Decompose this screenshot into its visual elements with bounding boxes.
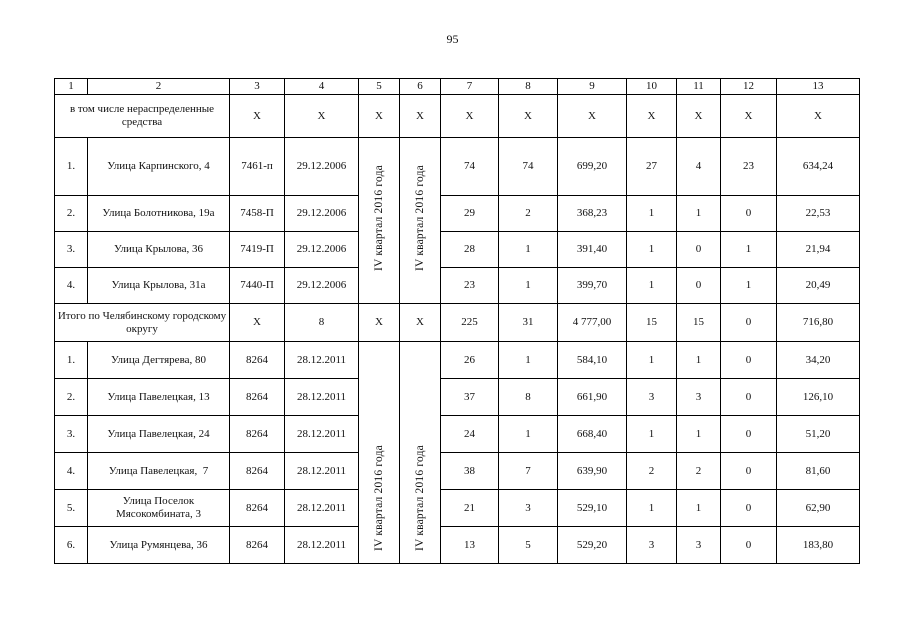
- address-cell: Улица Крылова, 31а: [88, 268, 230, 304]
- column-number-row: [55, 79, 860, 95]
- table-cell: 8264: [230, 490, 285, 527]
- address-cell: Улица Павелецкая, 24: [88, 416, 230, 453]
- column-header: 5: [359, 79, 400, 95]
- table-cell: 183,80: [777, 527, 860, 564]
- table-cell: 74: [441, 138, 499, 196]
- table-cell: 1: [499, 232, 558, 268]
- table-cell: 28.12.2011: [285, 342, 359, 379]
- table-cell: 7458-П: [230, 196, 285, 232]
- table-row: [55, 342, 860, 379]
- table-cell: 15: [627, 304, 677, 342]
- address-cell: Улица Карпинского, 4: [88, 138, 230, 196]
- table-row: [55, 138, 860, 196]
- row-number: 4.: [55, 453, 88, 490]
- table-cell: 28: [441, 232, 499, 268]
- table-cell: 0: [721, 304, 777, 342]
- table-cell: 1: [627, 342, 677, 379]
- housing-repair-table: [54, 78, 860, 564]
- table-cell: 716,80: [777, 304, 860, 342]
- table-cell: 2: [677, 453, 721, 490]
- table-cell: 0: [721, 416, 777, 453]
- table-cell: 1: [677, 416, 721, 453]
- table-cell: 1: [677, 196, 721, 232]
- table-cell: 15: [677, 304, 721, 342]
- table-row: [55, 527, 860, 564]
- column-header: 11: [677, 79, 721, 95]
- row-number: 1.: [55, 342, 88, 379]
- table-cell: 126,10: [777, 379, 860, 416]
- table-cell: 29.12.2006: [285, 268, 359, 304]
- table-cell: 1: [721, 232, 777, 268]
- table-cell: 0: [721, 490, 777, 527]
- row-number: 2.: [55, 196, 88, 232]
- table-row: [55, 196, 860, 232]
- quarter-cell-col5: [359, 342, 400, 564]
- table-cell: X: [777, 95, 860, 138]
- column-header: 2: [88, 79, 230, 95]
- table-cell: X: [499, 95, 558, 138]
- quarter-cell-col6: [400, 138, 441, 304]
- table-cell: 2: [499, 196, 558, 232]
- table-cell: 368,23: [558, 196, 627, 232]
- table-cell: 3: [677, 527, 721, 564]
- column-header: 6: [400, 79, 441, 95]
- table-cell: 639,90: [558, 453, 627, 490]
- table-cell: 0: [721, 342, 777, 379]
- row-number: 5.: [55, 490, 88, 527]
- table-cell: 74: [499, 138, 558, 196]
- table-cell: 29.12.2006: [285, 232, 359, 268]
- table-cell: 8264: [230, 453, 285, 490]
- quarter-cell-col5: [359, 138, 400, 304]
- table-cell: X: [627, 95, 677, 138]
- quarter-text: IV квартал 2016 года: [372, 165, 385, 272]
- table-cell: 37: [441, 379, 499, 416]
- quarter-text: IV квартал 2016 года: [413, 444, 426, 551]
- table-cell: 1: [499, 416, 558, 453]
- table-cell: 22,53: [777, 196, 860, 232]
- total-label: Итого по Челябинскому городскому округу: [55, 304, 230, 342]
- table-cell: 0: [721, 196, 777, 232]
- table-cell: 7: [499, 453, 558, 490]
- address-cell: Улица Румянцева, 36: [88, 527, 230, 564]
- table-row: [55, 232, 860, 268]
- table-cell: 1: [627, 268, 677, 304]
- table-cell: 21,94: [777, 232, 860, 268]
- column-header: 1: [55, 79, 88, 95]
- table-cell: 3: [677, 379, 721, 416]
- table-row: [55, 268, 860, 304]
- table-cell: 584,10: [558, 342, 627, 379]
- table-cell: 81,60: [777, 453, 860, 490]
- table-cell: 661,90: [558, 379, 627, 416]
- table-cell: 29.12.2006: [285, 196, 359, 232]
- table-cell: 1: [499, 268, 558, 304]
- quarter-cell-col6: [400, 342, 441, 564]
- table-cell: 8264: [230, 379, 285, 416]
- table-cell: X: [441, 95, 499, 138]
- row-number: 2.: [55, 379, 88, 416]
- table-cell: X: [558, 95, 627, 138]
- table-cell: 1: [627, 416, 677, 453]
- unallocated-funds-label: в том числе нераспределенные средства: [55, 95, 230, 138]
- table-cell: 634,24: [777, 138, 860, 196]
- table-cell: 51,20: [777, 416, 860, 453]
- table-cell: 225: [441, 304, 499, 342]
- table-cell: 4 777,00: [558, 304, 627, 342]
- row-number: 6.: [55, 527, 88, 564]
- table-cell: 5: [499, 527, 558, 564]
- total-row: [55, 304, 860, 342]
- table-cell: 0: [721, 453, 777, 490]
- table-cell: 1: [627, 490, 677, 527]
- table-cell: X: [359, 95, 400, 138]
- table-cell: 1: [499, 342, 558, 379]
- table-cell: 23: [721, 138, 777, 196]
- table-cell: 0: [677, 232, 721, 268]
- table-cell: 668,40: [558, 416, 627, 453]
- table-cell: 20,49: [777, 268, 860, 304]
- table-cell: 399,70: [558, 268, 627, 304]
- table-cell: 0: [721, 379, 777, 416]
- page-number: 95: [446, 32, 459, 46]
- table-cell: 7440-П: [230, 268, 285, 304]
- table-cell: 3: [627, 527, 677, 564]
- table-cell: 26: [441, 342, 499, 379]
- table-cell: 29: [441, 196, 499, 232]
- table-cell: X: [285, 95, 359, 138]
- quarter-text: IV квартал 2016 года: [413, 165, 426, 272]
- table-cell: 28.12.2011: [285, 416, 359, 453]
- table-cell: 24: [441, 416, 499, 453]
- table-cell: 62,90: [777, 490, 860, 527]
- table-cell: 3: [627, 379, 677, 416]
- row-number: 1.: [55, 138, 88, 196]
- table-row: [55, 416, 860, 453]
- table-cell: 38: [441, 453, 499, 490]
- table-row: [55, 453, 860, 490]
- table-cell: 529,10: [558, 490, 627, 527]
- table-cell: X: [400, 95, 441, 138]
- table-cell: X: [359, 304, 400, 342]
- column-header: 12: [721, 79, 777, 95]
- quarter-text: IV квартал 2016 года: [372, 444, 385, 551]
- table-cell: 8264: [230, 342, 285, 379]
- address-cell: Улица Крылова, 36: [88, 232, 230, 268]
- address-cell: Улица Поселок Мясокомбината, 3: [88, 490, 230, 527]
- table-cell: 699,20: [558, 138, 627, 196]
- table-cell: X: [677, 95, 721, 138]
- table-cell: 28.12.2011: [285, 379, 359, 416]
- table-cell: 0: [721, 527, 777, 564]
- table-cell: 4: [677, 138, 721, 196]
- address-cell: Улица Дегтярева, 80: [88, 342, 230, 379]
- table-cell: 1: [627, 232, 677, 268]
- table-cell: 34,20: [777, 342, 860, 379]
- table-cell: 7461-п: [230, 138, 285, 196]
- table-cell: 3: [499, 490, 558, 527]
- table-cell: 23: [441, 268, 499, 304]
- table-cell: 1: [677, 342, 721, 379]
- row-number: 3.: [55, 232, 88, 268]
- column-header: 13: [777, 79, 860, 95]
- table-cell: 28.12.2011: [285, 490, 359, 527]
- address-cell: Улица Павелецкая, 7: [88, 453, 230, 490]
- address-cell: Улица Павелецкая, 13: [88, 379, 230, 416]
- table-cell: X: [400, 304, 441, 342]
- table-cell: X: [230, 95, 285, 138]
- table-cell: 21: [441, 490, 499, 527]
- table-cell: 1: [677, 490, 721, 527]
- table-cell: 28.12.2011: [285, 453, 359, 490]
- table-cell: 8: [499, 379, 558, 416]
- column-header: 8: [499, 79, 558, 95]
- table-cell: 8264: [230, 416, 285, 453]
- table-cell: X: [721, 95, 777, 138]
- table-row: [55, 490, 860, 527]
- table-cell: 28.12.2011: [285, 527, 359, 564]
- table-cell: 1: [627, 196, 677, 232]
- table-cell: 391,40: [558, 232, 627, 268]
- table-cell: 29.12.2006: [285, 138, 359, 196]
- column-header: 7: [441, 79, 499, 95]
- table-cell: 7419-П: [230, 232, 285, 268]
- column-header: 10: [627, 79, 677, 95]
- table-cell: 1: [721, 268, 777, 304]
- unallocated-funds-row: [55, 95, 860, 138]
- column-header: 4: [285, 79, 359, 95]
- table-cell: 0: [677, 268, 721, 304]
- table-cell: 13: [441, 527, 499, 564]
- table-cell: 2: [627, 453, 677, 490]
- column-header: 9: [558, 79, 627, 95]
- table-cell: 8: [285, 304, 359, 342]
- table-cell: 529,20: [558, 527, 627, 564]
- row-number: 3.: [55, 416, 88, 453]
- address-cell: Улица Болотникова, 19а: [88, 196, 230, 232]
- column-header: 3: [230, 79, 285, 95]
- table-cell: 31: [499, 304, 558, 342]
- table-cell: 27: [627, 138, 677, 196]
- table-row: [55, 379, 860, 416]
- table-cell: 8264: [230, 527, 285, 564]
- table-cell: X: [230, 304, 285, 342]
- row-number: 4.: [55, 268, 88, 304]
